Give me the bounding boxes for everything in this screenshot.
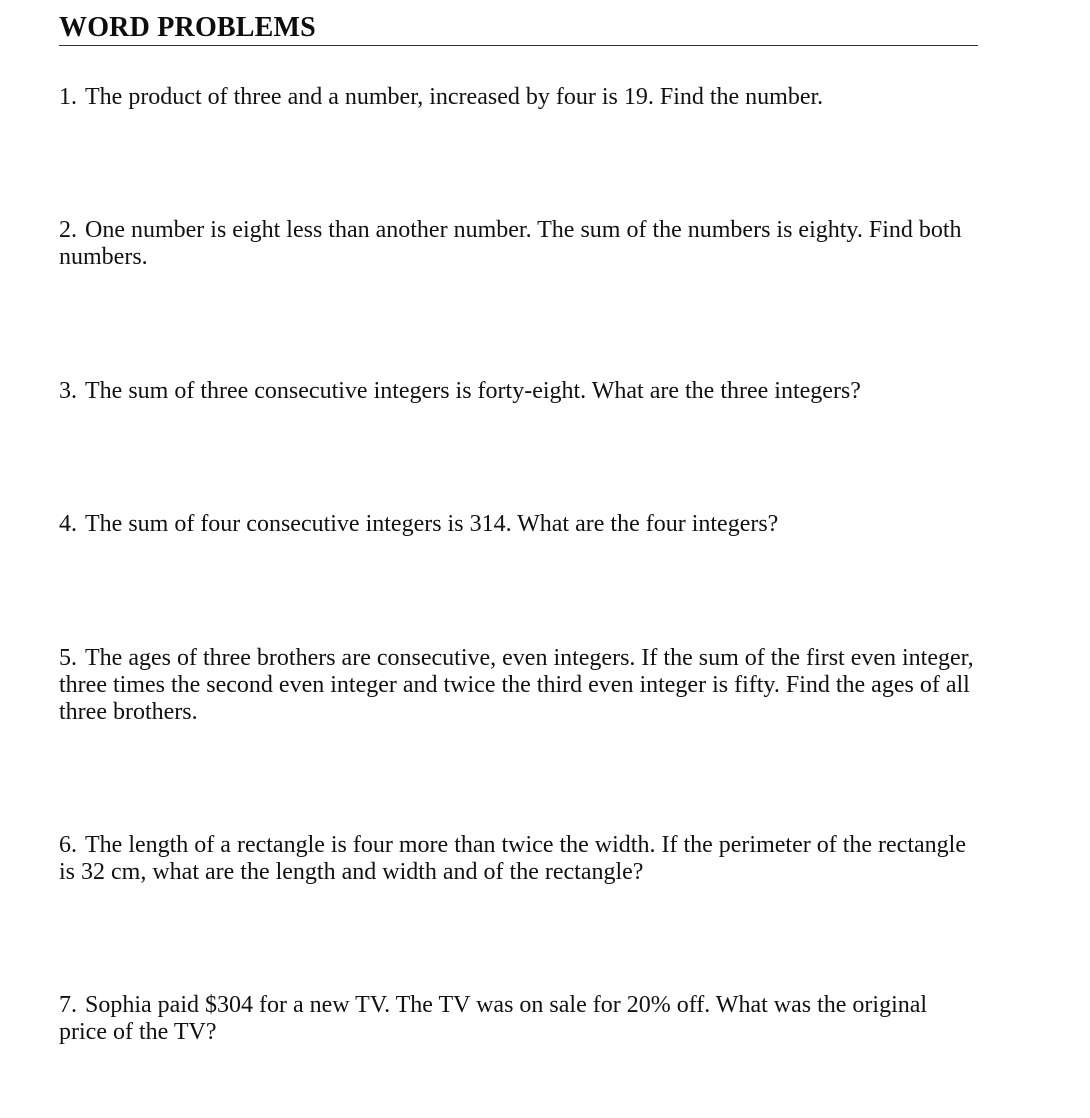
problem-1 <box>59 84 979 111</box>
problem-number: 1. <box>59 84 77 110</box>
problem-text: The sum of four consecutive integers is 314. What are the four integers? <box>85 511 779 537</box>
problem-number: 7. <box>59 992 77 1018</box>
problem-number: 6. <box>59 832 77 858</box>
problem-number: 3. <box>59 378 77 404</box>
problem-text: Sophia paid $304 for a new TV. The TV was on sale for 20% off. What was the original price of the TV? <box>59 992 928 1045</box>
problem-number: 2. <box>59 217 77 243</box>
problem-4 <box>59 511 979 538</box>
title-underline <box>59 45 978 46</box>
problem-5 <box>59 645 979 726</box>
problem-text: The length of a rectangle is four more than twice the width. If the perimeter of the rectangle is 32 cm, what are the length and width and of the rectangle? <box>59 832 966 885</box>
problem-text: The ages of three brothers are consecutive, even integers. If the sum of the first even integer, three times the second even integer and twice the third even integer is fifty. Find the ages of all three brothers. <box>59 645 974 725</box>
page-title: WORD PROBLEMS <box>59 12 316 43</box>
problem-text: One number is eight less than another number. The sum of the numbers is eighty. Find both numbers. <box>59 217 962 270</box>
problem-2 <box>59 217 979 271</box>
problem-text: The product of three and a number, increased by four is 19. Find the number. <box>85 84 824 110</box>
problem-number: 5. <box>59 645 77 671</box>
problem-6 <box>59 832 979 886</box>
problem-number: 4. <box>59 511 77 537</box>
problem-7 <box>59 992 979 1046</box>
problem-3 <box>59 378 979 405</box>
problem-text: The sum of three consecutive integers is forty-eight. What are the three integers? <box>85 378 861 404</box>
